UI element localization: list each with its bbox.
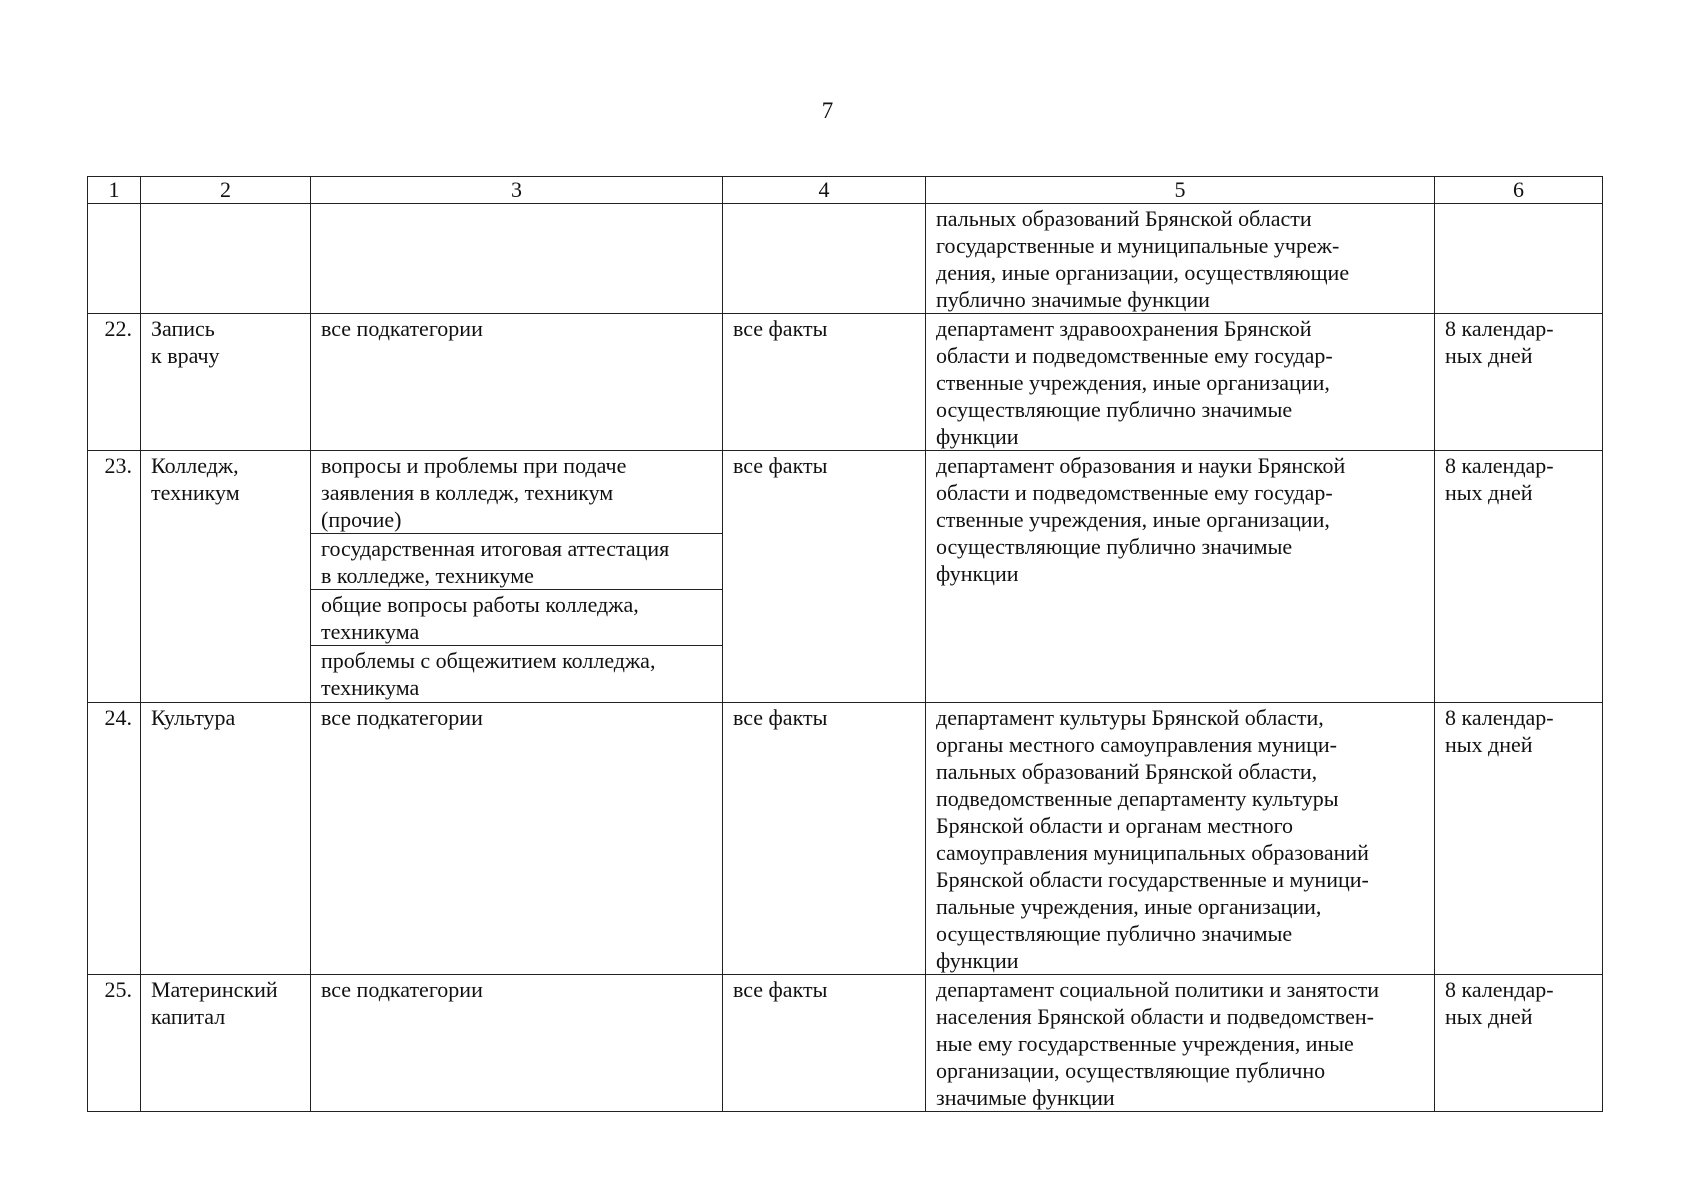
term-cell xyxy=(1435,975,1603,1112)
term-cell xyxy=(1435,314,1603,451)
text-line: ные ему государственные учреждения, иные xyxy=(936,1031,1354,1056)
table-row xyxy=(88,314,1603,451)
header-cell-5: 5 xyxy=(926,177,1435,204)
text-line: к врачу xyxy=(151,343,220,368)
text-line: значимые функции xyxy=(936,1085,1115,1110)
text-line: техникума xyxy=(321,619,420,644)
row-number-text: 23. xyxy=(104,453,132,478)
continuation-name-cell xyxy=(141,204,311,314)
facts-cell xyxy=(723,314,926,451)
subcategory-item xyxy=(311,975,722,1003)
text-line: вопросы и проблемы при подаче xyxy=(321,453,627,478)
header-row xyxy=(88,177,1603,204)
text-line: государственная итоговая аттестация xyxy=(321,536,670,561)
facts-cell xyxy=(723,975,926,1112)
responsible-cell xyxy=(926,975,1435,1112)
text-line: департамент здравоохранения Брянской xyxy=(936,316,1312,341)
text-line: Материнский xyxy=(151,977,278,1002)
category-name-cell xyxy=(141,975,311,1112)
document-table xyxy=(87,176,1603,1112)
subcategory-cell xyxy=(311,314,723,451)
text-line: заявления в колледж, техникум xyxy=(321,480,614,505)
continuation-responsible-cell xyxy=(926,204,1435,314)
text-line: 8 календар- xyxy=(1445,977,1554,1002)
subcategory-item xyxy=(311,590,722,646)
category-name-cell xyxy=(141,703,311,975)
text-line: подведомственные департаменту культуры xyxy=(936,786,1339,811)
category-name-cell xyxy=(141,314,311,451)
row-number-text: 22. xyxy=(104,316,132,341)
subcategory-item xyxy=(311,646,722,701)
text-line: функции xyxy=(936,424,1019,449)
text-line: департамент образования и науки Брянской xyxy=(936,453,1346,478)
text-line: области и подведомственные ему государ- xyxy=(936,343,1333,368)
text-line: все факты xyxy=(733,977,828,1002)
text-line: техникум xyxy=(151,480,240,505)
text-line: департамент культуры Брянской области, xyxy=(936,705,1324,730)
term-cell xyxy=(1435,703,1603,975)
header-cell-6: 6 xyxy=(1435,177,1603,204)
text-line: все факты xyxy=(733,705,828,730)
text-line: области и подведомственные ему государ- xyxy=(936,480,1333,505)
header-cell-1: 1 xyxy=(88,177,141,204)
text-line: самоуправления муниципальных образований xyxy=(936,840,1369,865)
category-name-cell xyxy=(141,451,311,703)
text-line: 8 календар- xyxy=(1445,453,1554,478)
facts-cell xyxy=(723,703,926,975)
text-line: ных дней xyxy=(1445,732,1533,757)
text-line: общие вопросы работы колледжа, xyxy=(321,592,639,617)
responsible-cell xyxy=(926,314,1435,451)
continuation-row xyxy=(88,204,1603,314)
text-line: ных дней xyxy=(1445,480,1533,505)
subcategory-item xyxy=(311,314,722,342)
row-number-text: 25. xyxy=(104,977,132,1002)
text-line: государственные и муниципальные учреж- xyxy=(936,233,1340,258)
text-line: все подкатегории xyxy=(321,977,483,1002)
text-line: организации, осуществляющие публично xyxy=(936,1058,1326,1083)
table-row xyxy=(88,703,1603,975)
row-number xyxy=(88,703,141,975)
text-line: осуществляющие публично значимые xyxy=(936,534,1293,559)
table-row xyxy=(88,975,1603,1112)
text-line: капитал xyxy=(151,1004,226,1029)
subcategory-cell xyxy=(311,975,723,1112)
subcategory-item xyxy=(311,451,722,534)
text-line: ных дней xyxy=(1445,343,1533,368)
text-line: публично значимые функции xyxy=(936,287,1210,312)
row-number xyxy=(88,314,141,451)
text-line: дения, иные организации, осуществляющие xyxy=(936,260,1350,285)
facts-cell xyxy=(723,451,926,703)
text-line: населения Брянской области и подведомствен- xyxy=(936,1004,1374,1029)
text-line: осуществляющие публично значимые xyxy=(936,397,1293,422)
subcategory-item xyxy=(311,703,722,731)
text-line: Брянской области государственные и муници- xyxy=(936,867,1369,892)
text-line: все факты xyxy=(733,316,828,341)
text-line: Культура xyxy=(151,705,236,730)
text-line: пальных образований Брянской области xyxy=(936,206,1312,231)
text-line: все подкатегории xyxy=(321,705,483,730)
text-line: 8 календар- xyxy=(1445,705,1554,730)
continuation-facts-cell xyxy=(723,204,926,314)
text-line: проблемы с общежитием колледжа, xyxy=(321,648,656,673)
subcategory-cell xyxy=(311,703,723,975)
continuation-num-cell xyxy=(88,204,141,314)
text-line: Брянской области и органам местного xyxy=(936,813,1294,838)
subcategory-item xyxy=(311,534,722,590)
text-line: функции xyxy=(936,561,1019,586)
text-line: органы местного самоуправления муници- xyxy=(936,732,1337,757)
text-line: все подкатегории xyxy=(321,316,483,341)
text-line: функции xyxy=(936,948,1019,973)
responsible-cell xyxy=(926,703,1435,975)
header-cell-2: 2 xyxy=(141,177,311,204)
text-line: департамент социальной политики и занятости xyxy=(936,977,1379,1002)
header-cell-3: 3 xyxy=(311,177,723,204)
text-line: пальные учреждения, иные организации, xyxy=(936,894,1322,919)
table-row xyxy=(88,451,1603,703)
text-line: Запись xyxy=(151,316,215,341)
text-line: 8 календар- xyxy=(1445,316,1554,341)
text-line: пальных образований Брянской области, xyxy=(936,759,1318,784)
page-number: 7 xyxy=(821,98,834,123)
text-line: в колледже, техникуме xyxy=(321,563,534,588)
text-line: ных дней xyxy=(1445,1004,1533,1029)
row-number-text: 24. xyxy=(104,705,132,730)
text-line: все факты xyxy=(733,453,828,478)
row-number xyxy=(88,451,141,703)
text-line: (прочие) xyxy=(321,507,402,532)
continuation-term-cell xyxy=(1435,204,1603,314)
subcategory-cell xyxy=(311,451,723,703)
header-cell-4: 4 xyxy=(723,177,926,204)
text-line: осуществляющие публично значимые xyxy=(936,921,1293,946)
text-line: ственные учреждения, иные организации, xyxy=(936,370,1330,395)
term-cell xyxy=(1435,451,1603,703)
row-number xyxy=(88,975,141,1112)
text-line: техникума xyxy=(321,675,420,700)
text-line: ственные учреждения, иные организации, xyxy=(936,507,1330,532)
text-line: Колледж, xyxy=(151,453,239,478)
responsible-cell xyxy=(926,451,1435,703)
continuation-subcategory-cell xyxy=(311,204,723,314)
